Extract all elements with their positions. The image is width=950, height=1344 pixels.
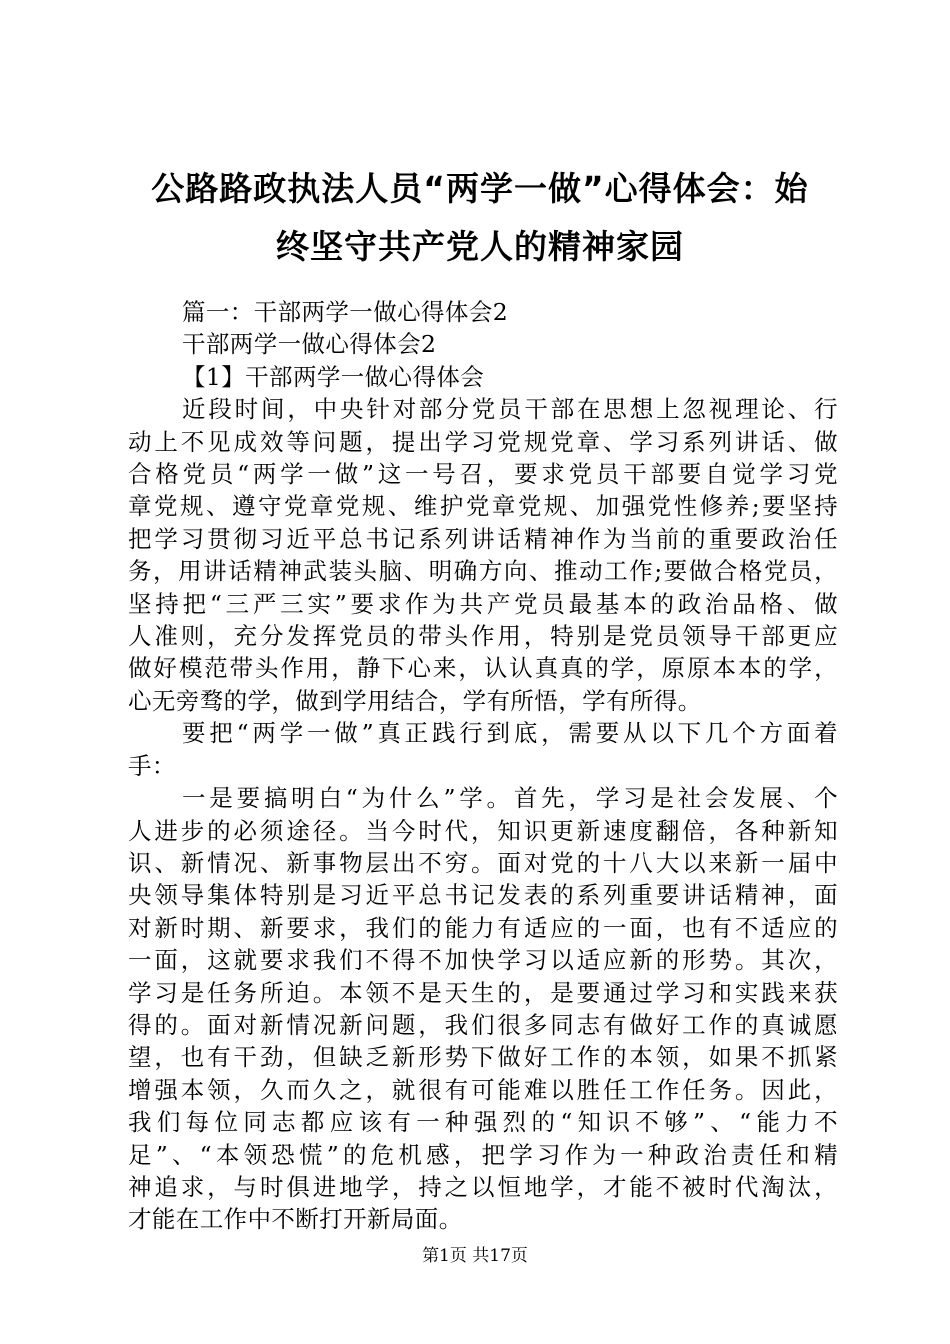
text-line: 【1】干部两学一做心得体会 <box>182 362 485 391</box>
text-line: 神追求，与时俱进地学，持之以恒地学，才能不被时代淘汰， <box>128 1172 838 1201</box>
text-line: 一面，这就要求我们不得不加快学习以适应新的形势。其次， <box>128 946 838 975</box>
text-line: 学习是任务所迫。本领不是天生的，是要通过学习和实践来获 <box>128 978 838 1007</box>
text-line: 章党规、遵守党章党规、维护党章党规、加强党性修养;要坚持 <box>128 492 838 521</box>
text-line: 心无旁骛的学，做到学用结合，学有所悟，学有所得。 <box>128 686 702 715</box>
text-line: 增强本领，久而久之，就很有可能难以胜任工作任务。因此， <box>128 1075 838 1104</box>
text-line: 足”、“本领恐慌”的危机感，把学习作为一种政治责任和精 <box>128 1140 838 1169</box>
text-line: 要把“两学一做”真正践行到底，需要从以下几个方面着 <box>182 719 838 748</box>
text-line: 望，也有干劲，但缺乏新形势下做好工作的本领，如果不抓紧 <box>128 1043 838 1072</box>
title-line-1: 公路路政执法人员“两学一做”心得体会：始 <box>151 169 809 208</box>
text-line: 把学习贯彻习近平总书记系列讲话精神作为当前的重要政治任 <box>128 524 838 553</box>
text-line: 人准则，充分发挥党员的带头作用，特别是党员领导干部更应 <box>128 622 838 651</box>
text-line: 才能在工作中不断打开新局面。 <box>128 1205 463 1234</box>
title-line-2: 终坚守共产党人的精神家园 <box>276 227 684 266</box>
text-line: 动上不见成效等问题，提出学习党规党章、学习系列讲话、做 <box>128 427 838 456</box>
text-line: 我们每位同志都应该有一种强烈的“知识不够”、“能力不 <box>128 1108 838 1137</box>
text-line: 人进步的必须途径。当今时代，知识更新速度翻倍，各种新知 <box>128 816 838 845</box>
text-line: 手： <box>128 751 176 780</box>
text-line: 坚持把“三严三实”要求作为共产党员最基本的政治品格、做 <box>128 589 838 618</box>
text-line: 对新时期、新要求，我们的能力有适应的一面，也有不适应的 <box>128 913 838 942</box>
text-line: 识、新情况、新事物层出不穷。面对党的十八大以来新一届中 <box>128 848 838 877</box>
text-line: 一是要搞明白“为什么”学。首先，学习是社会发展、个 <box>182 784 838 813</box>
text-line: 近段时间，中央针对部分党员干部在思想上忽视理论、行 <box>182 395 838 424</box>
text-line: 合格党员“两学一做”这一号召，要求党员干部要自觉学习党 <box>128 460 838 489</box>
text-line: 央领导集体特别是习近平总书记发表的系列重要讲话精神，面 <box>128 881 838 910</box>
document-title <box>120 160 840 276</box>
document-body <box>128 296 838 1236</box>
text-line: 做好模范带头作用，静下心来，认认真真的学，原原本本的学， <box>128 654 838 683</box>
text-line: 干部两学一做心得体会2 <box>182 330 437 359</box>
text-line: 务，用讲话精神武装头脑、明确方向、推动工作;要做合格党员， <box>128 557 838 586</box>
text-line: 得的。面对新情况新问题，我们很多同志有做好工作的真诚愿 <box>128 1010 838 1039</box>
text-line: 篇一：干部两学一做心得体会2 <box>182 298 509 326</box>
page-footer <box>0 1244 950 1268</box>
page-number: 第1页 共17页 <box>422 1246 528 1266</box>
